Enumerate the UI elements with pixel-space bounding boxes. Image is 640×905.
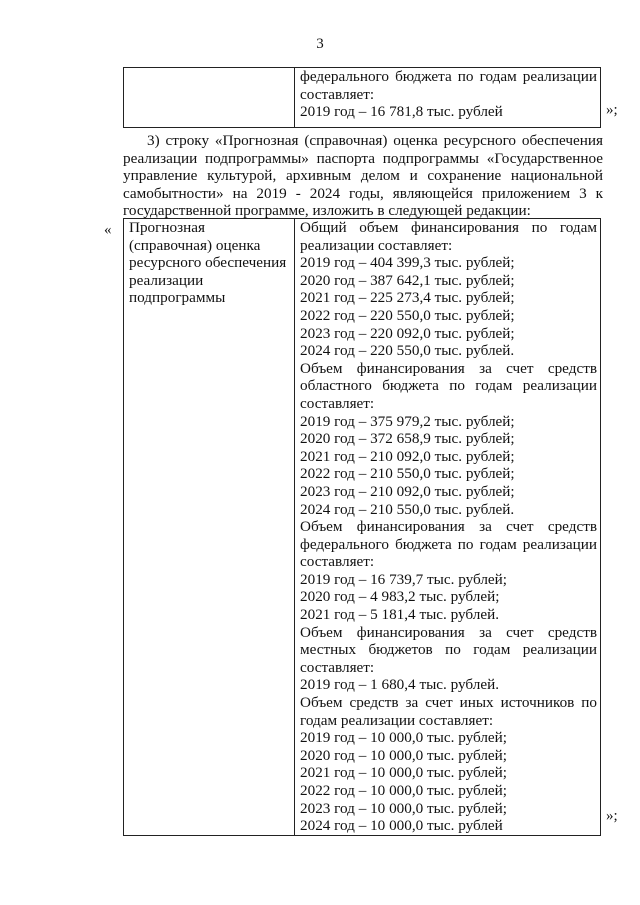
closing-quote-top: »; [606,102,618,118]
continued-table-right-cell [295,68,601,128]
paragraph-line-5: государственной программе, изложить в следующей редакции: [123,202,531,220]
funding-line: 2020 год – 372 658,9 тыс. рублей; [300,430,515,448]
funding-line: составляет: [300,394,375,412]
funding-line: составляет: [300,658,375,676]
funding-line: 2020 год – 4 983,2 тыс. рублей; [300,588,500,606]
funding-line: 2024 год – 220 550,0 тыс. рублей. [300,342,515,360]
funding-line: 2024 год – 210 550,0 тыс. рублей. [300,500,515,518]
funding-line: 2019 год – 10 000,0 тыс. рублей; [300,729,508,747]
funding-line: 2019 год – 404 399,3 тыс. рублей; [300,254,515,272]
funding-line: 2019 год – 1 680,4 тыс. рублей. [300,676,500,694]
funding-line: Объем финансирования за счет средств [300,359,597,377]
funding-line: Объем средств за счет иных источников по [300,694,597,712]
paragraph-line-2: реализации подпрограммы» паспорта подпрограммы «Государственное [123,149,603,167]
row-title-line: подпрограммы [129,289,226,307]
funding-line: 2021 год – 10 000,0 тыс. рублей; [300,764,508,782]
row-title-cell [124,219,295,836]
funding-line: 2023 год – 210 092,0 тыс. рублей; [300,482,515,500]
row-title-line: Прогнозная [129,219,205,236]
passport-table [123,218,601,836]
funding-line: 2020 год – 10 000,0 тыс. рублей; [300,746,508,764]
continued-line-3: 2019 год – 16 781,8 тыс. рублей [300,103,503,121]
paragraph-line-1: 3) строку «Прогнозная (справочная) оценка ресурсного обеспечения [147,132,603,149]
funding-line: 2022 год – 220 550,0 тыс. рублей; [300,306,515,324]
paragraph-line-4: самобытности» на 2019 - 2024 годы, являющейся приложением 3 к [123,184,603,202]
continued-line-1: федерального бюджета по годам реализации [300,68,597,85]
paragraph-line-3: управление культурой, архивным делом и сохранение национальной [123,167,603,185]
funding-line: Общий объем финансирования по годам [300,219,597,236]
funding-line: 2024 год – 10 000,0 тыс. рублей [300,817,503,835]
funding-line: 2023 год – 10 000,0 тыс. рублей; [300,799,508,817]
funding-line: 2022 год – 210 550,0 тыс. рублей; [300,465,515,483]
row-title-line: (справочная) оценка [129,236,261,254]
row-title-line: реализации [129,271,204,289]
funding-line: составляет: [300,553,375,571]
funding-line: 2020 год – 387 642,1 тыс. рублей; [300,271,515,289]
funding-line: 2021 год – 225 273,4 тыс. рублей; [300,289,515,307]
funding-line: федерального бюджета по годам реализации [300,535,597,553]
funding-line: местных бюджетов по годам реализации [300,641,597,659]
funding-line: 2021 год – 5 181,4 тыс. рублей. [300,606,500,624]
funding-details-cell [295,219,601,836]
row-title-line: ресурсного обеспечения [129,254,287,272]
funding-line: областного бюджета по годам реализации [300,377,597,395]
funding-line: годам реализации составляет: [300,711,494,729]
funding-line: 2021 год – 210 092,0 тыс. рублей; [300,447,515,465]
continued-table-left-cell [124,68,295,128]
continued-table [123,67,601,128]
funding-line: Объем финансирования за счет средств [300,518,597,536]
amendment-paragraph [123,132,603,220]
funding-line: 2019 год – 375 979,2 тыс. рублей; [300,412,515,430]
opening-quote: « [104,222,112,238]
funding-line: 2022 год – 10 000,0 тыс. рублей; [300,782,508,799]
closing-quote-bottom: »; [606,808,618,824]
funding-line: реализации составляет: [300,236,453,254]
funding-line: 2019 год – 16 739,7 тыс. рублей; [300,570,508,588]
page-number: 3 [316,36,324,52]
funding-line: Объем финансирования за счет средств [300,623,597,641]
funding-line: 2023 год – 220 092,0 тыс. рублей; [300,324,515,342]
continued-line-2: составляет: [300,85,375,103]
